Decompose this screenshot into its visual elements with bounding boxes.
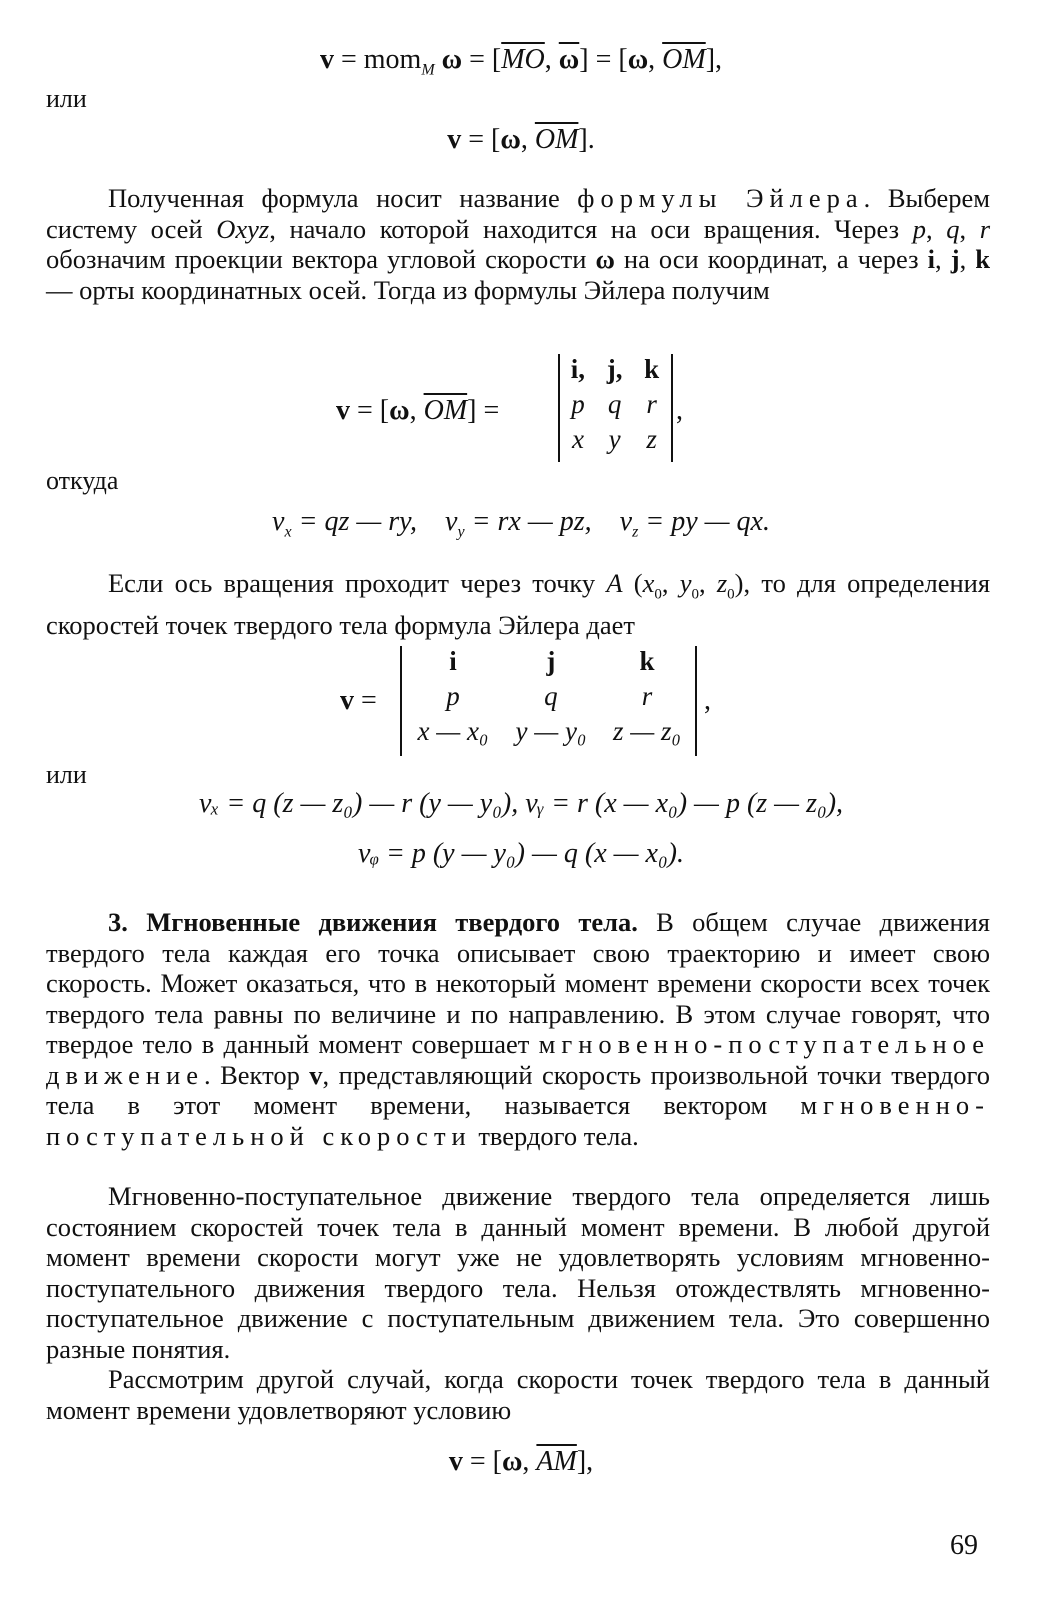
word-otkuda: откуда — [46, 466, 119, 495]
equation-determinant2-lhs: v = — [340, 685, 377, 716]
equation-velocity-offset-1: vₓ = q (z — z₀) — r (y — y₀), vᵧ = r (x — x₀) — p (z — z₀), — [198, 788, 844, 819]
det1-cell: q — [607, 389, 622, 419]
equation-euler: v = [ω, $\overline{OM}$]. — [447, 124, 595, 155]
det2-cell: i — [449, 646, 457, 676]
equation-determinant-lhs: v = [ω, $\overline{OM}$] = — [336, 395, 500, 426]
det1-cell: z — [646, 424, 657, 454]
det2-cell: r — [641, 681, 653, 711]
det2-cell: z — z₀ — [612, 716, 681, 746]
det1-cell: j, — [606, 354, 623, 384]
determinant-1-table — [560, 352, 670, 457]
det1-cell: r — [646, 389, 657, 419]
paragraph-translational-difference: Мгновенно-поступательное движение твердого тела определяется лишь состоянием скоростей точек тела в данный момент времени. В любой другой момент времени скорости могут уже не удовлетворять условиям мгновенно-поступательного движения твердого тела. Нельзя отождествлять мгновенно-поступательное движение с поступательным движением тела. Это совершенно разные понятия. — [46, 1181, 990, 1364]
determinant-2-comma: , — [704, 685, 711, 716]
equation-velocity-moment: v = mom$_M$ $\omega = [\overline{MO}$, $\overline{\omega}] = [\omega$, $\overline{OM}$], — [319, 44, 723, 79]
paragraph-axis-through-point: Если ось вращения проходит через точку A ($x_0$, $y_0$, $z_0$), то для определения скоростей точек твердого тела формула Эйлера дает — [46, 568, 991, 640]
det2-cell: y — y₀ — [515, 716, 587, 746]
determinant-2-table — [404, 644, 694, 749]
paragraph-another-case: Рассмотрим другой случай, когда скорости точек твердого тела в данный момент времени удовлетворяют условию — [46, 1364, 990, 1425]
det1-cell: x — [571, 424, 584, 454]
equation-velocity-components: $v_x$ = qz — ry, $v_y$ = rx — pz, $v_z$ = py — qx. — [272, 506, 770, 541]
det2-cell: j — [546, 646, 556, 676]
determinant-1-comma: , — [676, 395, 683, 426]
det2-cell: x — x₀ — [417, 716, 489, 746]
equation-velocity-am: v = [ω, $\overline{AM}$], — [448, 1446, 594, 1477]
det2-cell: p — [446, 681, 460, 711]
paragraph-instantaneous-motions: 3. Мгновенные движения твердого тела. В общем случае движения твердого тела каждая его точка описывает свою траекторию и имеет свою скорость. Может оказаться, что в некоторый момент времени скорости всех точек твердого тела равны по величине и по направлению. В этом случае говорят, что твердое тело в данный момент совершает мгновенно-поступательное движение. Вектор v, представляющий скорость произвольной точки твердого тела в этот момент времени, называется вектором мгновенно-поступательной скорости твердого тела. — [46, 907, 990, 1151]
section-title: 3. Мгновенные движения твердого тела. — [108, 907, 638, 937]
det1-cell: i, — [570, 354, 586, 384]
equation-velocity-offset-2: vᵩ = p (y — y₀) — q (x — x₀). — [357, 838, 685, 869]
page-number: 69 — [950, 1530, 978, 1561]
det1-cell: k — [644, 354, 660, 384]
word-or-2: или — [46, 760, 87, 789]
det1-cell: y — [608, 424, 621, 454]
word-or-1: или — [46, 84, 87, 113]
det2-cell: q — [544, 681, 558, 711]
paragraph-euler-formula: Полученная формула носит название формулы Эйлера. Выберем систему осей Oxyz, начало которой находится на оси вращения. Через p, q, r обозначим проекции вектора угловой скорости ω на оси координат, а через i, j, k — орты координатных осей. Тогда из формулы Эйлера получим — [46, 183, 991, 305]
det1-cell: p — [571, 389, 585, 419]
det2-cell: k — [639, 646, 655, 676]
